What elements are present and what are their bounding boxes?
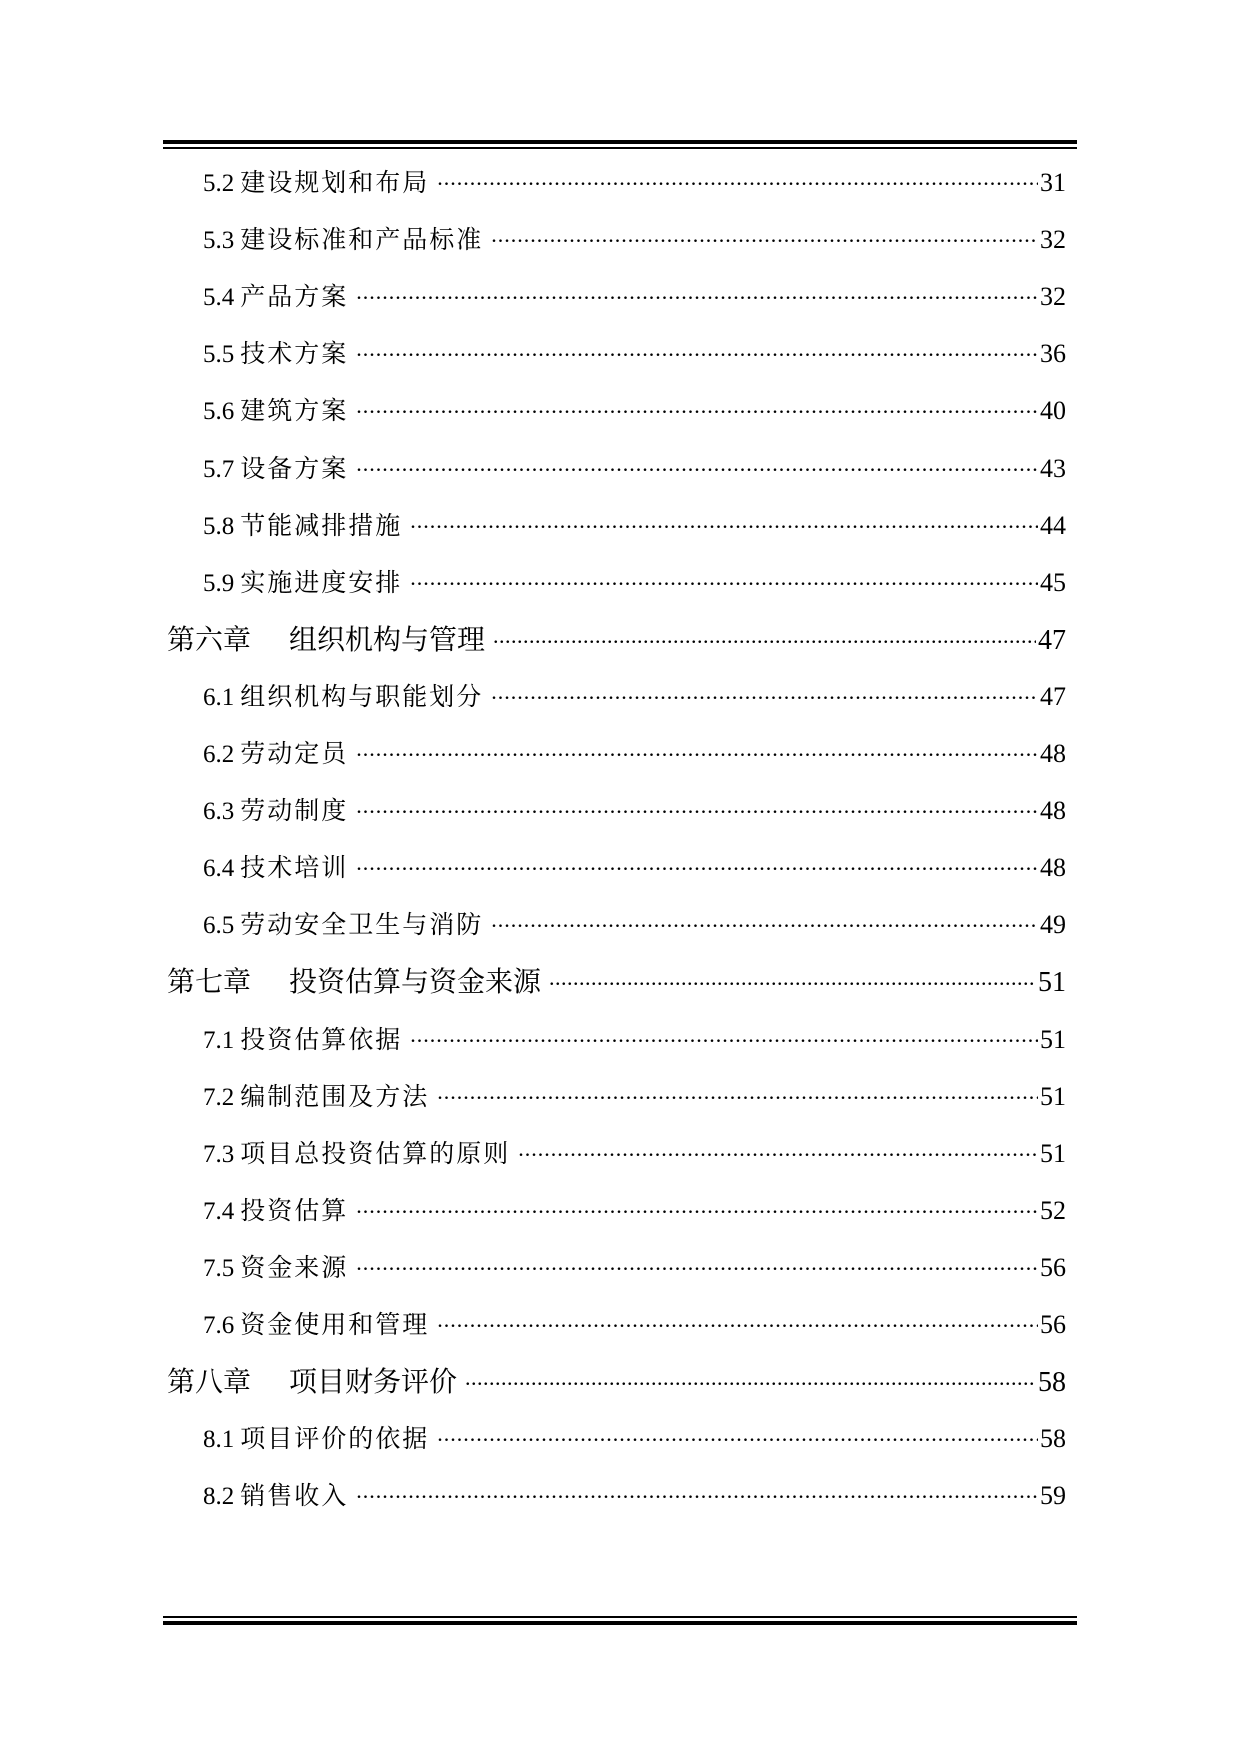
toc-entry-title	[203, 1134, 510, 1170]
toc-entry-label: 投资估算与资金来源	[289, 965, 542, 999]
toc-entry-title	[203, 1020, 402, 1056]
toc-entry-title	[203, 1248, 348, 1284]
toc-page-number: 59	[1040, 1481, 1066, 1511]
section-number: 5.7	[203, 455, 235, 483]
toc-entry-label: 建设规划和布局	[240, 168, 430, 197]
toc-entry-title	[167, 1360, 457, 1400]
toc-entry-label: 技术培训	[240, 853, 349, 883]
toc-entry-label: 技术方案	[240, 339, 349, 369]
dot-leader	[493, 621, 1036, 649]
section-number: 5.8	[203, 512, 235, 540]
toc-entry-label: 劳动安全卫生与消防	[240, 910, 484, 940]
dot-leader	[518, 1137, 1038, 1162]
toc-page-number: 51	[1040, 1024, 1066, 1054]
toc-section-entry[interactable]	[0, 506, 1066, 542]
toc-page-number: 52	[1040, 1195, 1066, 1225]
toc-page-number: 32	[1040, 282, 1066, 312]
dot-leader	[465, 1363, 1036, 1391]
chapter-number: 第六章	[167, 622, 252, 656]
toc-section-entry[interactable]	[0, 277, 1066, 313]
toc-entry-label: 项目总投资估算的原则	[240, 1138, 511, 1168]
toc-entry-title	[203, 905, 483, 941]
toc-page-number: 31	[1040, 168, 1066, 197]
toc-entry-label: 编制范围及方法	[240, 1081, 430, 1111]
toc-entry-title	[203, 334, 348, 370]
dot-leader	[356, 337, 1038, 362]
dot-leader	[437, 1080, 1038, 1105]
section-number: 7.2	[203, 1083, 235, 1111]
dot-leader	[437, 1308, 1038, 1333]
dot-leader	[549, 963, 1036, 991]
toc-entry-title	[203, 449, 348, 485]
section-number: 5.2	[203, 170, 235, 197]
toc-entry-label: 建设标准和产品标准	[240, 225, 484, 255]
toc-entry-title	[203, 506, 402, 542]
dot-leader	[491, 680, 1038, 705]
section-number: 7.1	[203, 1026, 235, 1054]
toc-section-entry[interactable]	[0, 791, 1066, 827]
dot-leader	[356, 394, 1038, 419]
dot-leader	[437, 166, 1038, 191]
toc-entry-label: 实施进度安排	[240, 567, 403, 597]
toc-section-entry[interactable]	[0, 334, 1066, 370]
chapter-number: 第七章	[167, 965, 252, 999]
section-number: 5.9	[203, 569, 235, 597]
dot-leader	[410, 566, 1038, 591]
toc-page-number: 56	[1040, 1252, 1066, 1282]
footer-rule-thick	[163, 1621, 1077, 1625]
toc-page-number: 32	[1040, 225, 1066, 255]
toc-section-entry[interactable]	[0, 677, 1066, 713]
dot-leader	[491, 908, 1038, 933]
dot-leader	[410, 1023, 1038, 1048]
toc-page-number: 49	[1040, 910, 1066, 940]
section-number: 7.6	[203, 1312, 235, 1339]
toc-entry-title	[203, 391, 348, 427]
toc-section-entry[interactable]	[0, 1191, 1066, 1227]
toc-page-number: 58	[1038, 1367, 1066, 1399]
toc-entry-label: 劳动定员	[240, 739, 349, 768]
toc-page-number: 48	[1040, 739, 1066, 768]
dot-leader	[356, 737, 1038, 762]
toc-page-number: 45	[1040, 567, 1066, 597]
dot-leader	[356, 452, 1038, 477]
toc-page-number: 40	[1040, 396, 1066, 426]
section-number: 7.4	[203, 1197, 235, 1225]
dot-leader	[356, 1194, 1038, 1219]
toc-entry-title	[203, 163, 429, 199]
dot-leader	[491, 223, 1038, 248]
toc-entry-title	[203, 1419, 429, 1455]
section-number: 8.1	[203, 1426, 235, 1454]
toc-chapter-entry[interactable]	[0, 618, 1066, 658]
toc-section-entry[interactable]	[0, 563, 1066, 599]
section-number: 7.3	[203, 1140, 235, 1168]
dot-leader	[356, 794, 1038, 819]
dot-leader	[437, 1422, 1038, 1447]
dot-leader	[356, 1251, 1038, 1276]
toc-section-entry[interactable]	[0, 1077, 1066, 1113]
toc-section-entry[interactable]	[0, 734, 1066, 770]
toc-entry-label: 项目财务评价	[289, 1365, 458, 1399]
toc-page-number: 48	[1040, 796, 1066, 826]
toc-chapter-entry[interactable]	[0, 1360, 1066, 1400]
toc-entry-title	[203, 277, 348, 313]
toc-entry-label: 组织机构与管理	[289, 622, 486, 656]
toc-entry-label: 建筑方案	[240, 396, 349, 426]
dot-leader	[410, 509, 1038, 534]
toc-entry-label: 设备方案	[240, 453, 349, 483]
toc-entry-label: 投资估算依据	[240, 1024, 403, 1054]
toc-section-entry[interactable]	[0, 1134, 1066, 1170]
toc-page-number: 43	[1040, 453, 1066, 483]
toc-entry-title	[203, 563, 402, 599]
toc-section-entry[interactable]	[0, 1305, 1066, 1341]
toc-entry-title	[203, 1305, 429, 1341]
toc-section-entry[interactable]	[0, 163, 1066, 199]
toc-page-number: 51	[1040, 1138, 1066, 1168]
section-number: 5.6	[203, 398, 235, 426]
toc-entry-title	[203, 791, 348, 827]
toc-page-number: 36	[1040, 339, 1066, 369]
toc-page-number: 47	[1040, 681, 1066, 711]
section-number: 6.3	[203, 798, 235, 826]
toc-section-entry[interactable]	[0, 1419, 1066, 1455]
section-number: 5.3	[203, 227, 235, 255]
toc-section-entry[interactable]	[0, 1248, 1066, 1284]
toc-entry-label: 劳动制度	[240, 796, 349, 826]
toc-page-number: 47	[1038, 624, 1066, 656]
toc-entry-label: 项目评价的依据	[240, 1424, 430, 1454]
toc-entry-title	[203, 1077, 429, 1113]
section-number: 6.4	[203, 855, 235, 883]
toc-chapter-entry[interactable]	[0, 960, 1066, 1000]
dot-leader	[356, 280, 1038, 305]
footer-rule-thin	[163, 1616, 1077, 1618]
toc-entry-label: 节能减排措施	[240, 510, 403, 540]
toc-entry-title	[203, 848, 348, 884]
toc-page-number: 56	[1040, 1310, 1066, 1339]
toc-section-entry[interactable]	[0, 391, 1066, 427]
toc-section-entry[interactable]	[0, 848, 1066, 884]
toc-entry-label: 资金来源	[240, 1252, 349, 1282]
toc-entry-label: 产品方案	[240, 282, 349, 312]
section-number: 8.2	[203, 1483, 235, 1511]
section-number: 6.1	[203, 683, 235, 711]
toc-entry-title	[203, 1476, 348, 1512]
toc-section-entry[interactable]	[0, 1020, 1066, 1056]
toc-section-entry[interactable]	[0, 449, 1066, 485]
toc-entry-title	[203, 677, 483, 713]
section-number: 5.5	[203, 341, 235, 369]
toc-page-number: 44	[1040, 510, 1066, 540]
section-number: 7.5	[203, 1254, 235, 1282]
toc-page-number: 51	[1038, 967, 1066, 999]
dot-leader	[356, 1479, 1038, 1504]
toc-entry-title	[167, 960, 541, 1000]
toc-section-entry[interactable]	[0, 905, 1066, 941]
toc-entry-label: 组织机构与职能划分	[240, 681, 484, 711]
chapter-number: 第八章	[167, 1365, 252, 1399]
toc-page-number: 58	[1040, 1424, 1066, 1454]
toc-page-number: 48	[1040, 853, 1066, 883]
toc-section-entry[interactable]	[0, 1476, 1066, 1512]
toc-entry-title	[203, 1191, 348, 1227]
toc-entry-label: 销售收入	[240, 1481, 349, 1511]
toc-page-number: 51	[1040, 1081, 1066, 1111]
toc-entry-label: 资金使用和管理	[240, 1310, 430, 1339]
section-number: 6.2	[203, 741, 235, 768]
toc-section-entry[interactable]	[0, 220, 1066, 256]
toc-entry-title	[203, 220, 483, 256]
dot-leader	[356, 851, 1038, 876]
toc-entry-label: 投资估算	[240, 1195, 349, 1225]
section-number: 5.4	[203, 284, 235, 312]
toc-entry-title	[203, 734, 348, 770]
toc-entry-title	[167, 618, 485, 658]
section-number: 6.5	[203, 912, 235, 940]
